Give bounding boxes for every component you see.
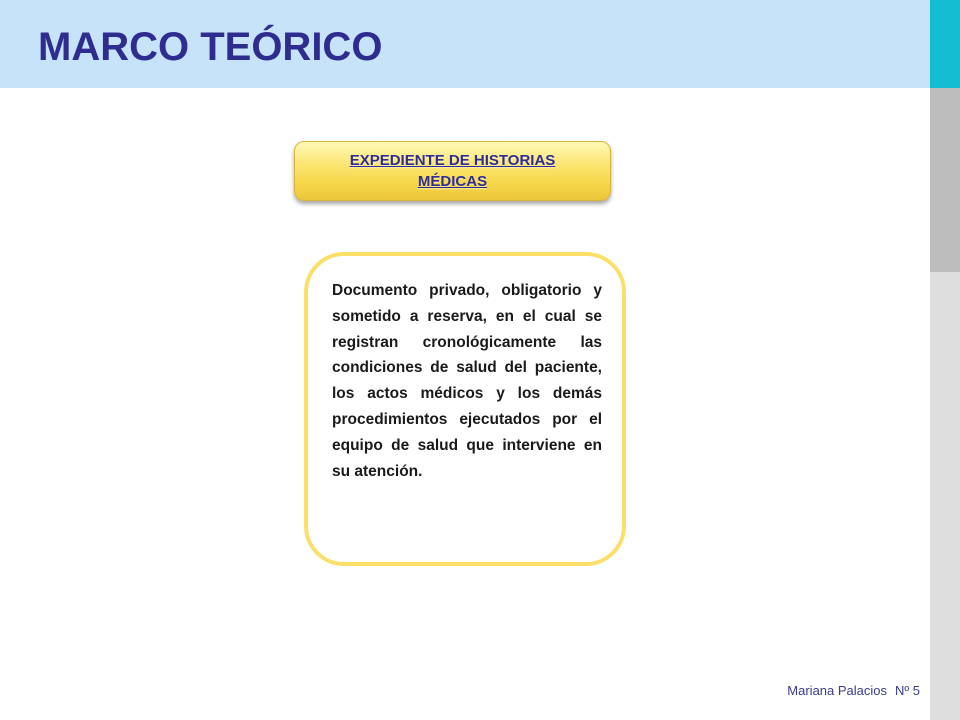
side-decoration-bar [930, 0, 960, 720]
sidebar-teal-segment [930, 0, 960, 88]
slide-title: MARCO TEÓRICO [38, 25, 383, 69]
sidebar-gray-segment [930, 88, 960, 272]
footer [787, 683, 920, 698]
banner-label: EXPEDIENTE DE HISTORIAS MÉDICAS [349, 152, 556, 190]
section-banner [294, 141, 611, 201]
footer-slide-number: Nº 5 [895, 683, 920, 698]
definition-box [304, 252, 626, 566]
footer-author: Mariana Palacios [787, 683, 888, 698]
definition-text: Documento privado, obligatorio y sometido a reserva, en el cual se registran cronológicamente las condiciones de salud del paciente, los actos médicos y los demás procedimientos ejecutados por el equipo de salud que interviene en su atención. [332, 282, 602, 480]
